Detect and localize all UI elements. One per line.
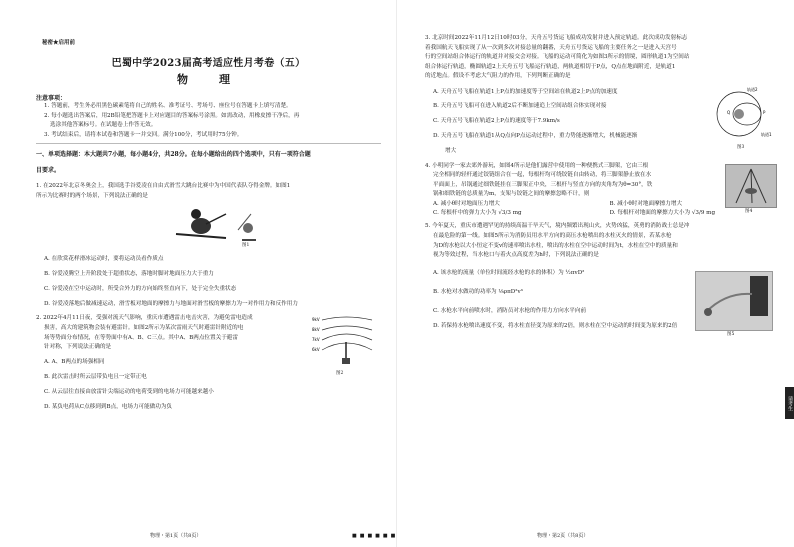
tripod-photo — [725, 164, 777, 208]
q1-option-c[interactable]: C. 谷爱凌在空中运动时，所受合外力的方向始终竖直向下，处于完全失重状态 — [44, 285, 237, 292]
level-label: 9kV — [312, 317, 320, 323]
q3-stem: 组合体运行轨道，椭圆轨道2上天舟五号飞船运行轨道，两轨道相切于P点，Q点在地面附近，是轨道1 — [425, 63, 676, 70]
right-page — [397, 0, 794, 547]
q3-stem: 行的空间站组合体运行的轨道并对接交会对接。飞船的运动可简化为如图3所示的情境，圆形轨道1为空间站 — [425, 54, 690, 61]
q2-option-d[interactable]: D. 某负电荷从C点移到到B点，电场力可能做功为负 — [44, 403, 173, 410]
q2-stem: 损害，高大的建筑物会装有避雷针。如图2所示为某次雷雨天气时避雷针附近的电 — [44, 324, 244, 331]
section-heading: 一、单项选择题：本大题共7小题，每小题4分，共28分。在每小题给出的四个选项中，只有一项符合题 — [36, 151, 311, 159]
orbit-label: 轨道1 — [761, 131, 772, 137]
figure-label: 图2 — [336, 371, 344, 377]
q5-stem: 在最危险的第一线。如图5所示为消防员用水平方向的高压水枪喷出的水柱灭火的情景，若某水枪 — [433, 232, 672, 239]
q5-option-d[interactable]: D. 若保持水枪喷出速度不变，将水柱直径变为原来的2倍，则水柱在空中运动的时间变为原来的2倍 — [433, 322, 678, 329]
q5-stem: 为D的水枪以大小恒定不变v的速率喷出水柱，喷出的水柱在空中运动时间为t，水柱在空中的质量和 — [433, 242, 678, 249]
level-label: 7kV — [312, 337, 320, 343]
q2-option-b[interactable]: B. 此次雷击时所云层带负电且一定带正电 — [44, 374, 147, 381]
q1-stem: 1. 在2022年北京冬奥会上，我国选手谷爱凌在自由式滑雪大跳台比赛中为中国代表队夺得金牌。如图1 — [36, 183, 291, 190]
level-label: 6kV — [312, 347, 320, 353]
q1-stem: 所示为比赛时的两个场景，下列说法正确的是 — [36, 192, 148, 199]
q3-option-d-cont: 增大 — [445, 147, 457, 154]
orbit-label: P — [763, 109, 766, 115]
q5-stem: 视为等效过程，当水枪口与着火点高度差为h时，下列说法正确的是 — [433, 252, 599, 259]
figure-label: 图1 — [242, 242, 250, 248]
q5-option-a[interactable]: A. 该水枪的流量（单位时间流经水枪的水的体积）为 ½πvD² — [433, 269, 585, 276]
equipotential-figure — [312, 310, 380, 368]
notice-item: 1. 答题前，考生务必用黑色碳素笔将自己的姓名、准考证号、考场号、座位号在答题卡上填写清楚。 — [44, 103, 292, 109]
notice-item: 选涂其他答案标号。在试题卷上作答无效。 — [50, 122, 157, 129]
q1-option-a[interactable]: A. 在欣赏花样滑冰运动时，要将运动员看作质点 — [44, 256, 164, 263]
q3-option-c[interactable]: C. 天舟五号飞船在轨道2上P点的速度等于7.9km/s — [433, 118, 560, 125]
q3-option-a[interactable]: A. 天舟五号飞船在轨道1上P点的加速度等于空间站在轨道2上P点的加速度 — [433, 88, 618, 95]
skier-figure — [156, 204, 276, 248]
subject-title: 物 理 — [177, 73, 240, 86]
side-tab: 请考生 — [785, 387, 794, 419]
tripod-icon — [726, 165, 776, 207]
fire-hose-icon — [696, 272, 772, 330]
figure-label: 图3 — [737, 144, 745, 150]
notice-item: 3. 考试结束后，请将本试卷和答题卡一并交回。满分100分，考试用时75分钟。 — [44, 131, 243, 138]
q3-stem: 3. 北京时间2022年11月12日10时03分，天舟五号货运飞船成功发射并进入预定轨道。此次成功发射标志 — [425, 35, 688, 41]
q4-option-d[interactable]: D. 每根杆对地面的摩擦力大小为 √3/9 mg — [609, 210, 716, 217]
firefighter-photo — [695, 271, 773, 331]
q4-options-row1 — [425, 200, 776, 209]
notice-heading: 注意事项： — [36, 95, 67, 102]
q4-stem: 平面面上，吊锅通过细铁链挂在三脚架正中央，三根杆与竖直方向的夹角均为θ=30°，铁 — [433, 181, 653, 188]
orbit-label: 轨道2 — [747, 86, 758, 92]
orbit-figure — [709, 86, 773, 140]
q5-option-c[interactable]: C. 水枪水平向前喷水时，消防员对水枪的作用力方向水平向前 — [433, 308, 587, 315]
q1-figure — [36, 202, 381, 250]
q1-option-b[interactable]: B. 谷爱凌腾空上升阶段处于超重状态，落地时脚对地面压力大于重力 — [44, 270, 214, 277]
q4-stem: 4. 小明同学一家去郊外游玩，如图4所示是他们露营中使用的一种便携式三脚架，它由三根 — [425, 162, 649, 169]
q2-option-a[interactable]: A. A、B两点的场强相同 — [44, 359, 105, 366]
footer-left: 物理・第1页（共8页） — [150, 533, 202, 539]
footer-marks: ■■■■■■ — [352, 533, 399, 539]
q5-stem: 5. 今年夏天，重庆市遭遇罕见的持续高温干旱天气，境内频繁出现山火，火势凶猛，英勇的消防战士总是冲 — [425, 223, 690, 230]
q2-option-c[interactable]: C. 从云层往直接由放雷针尖端运动的电荷受到的电场力可能越来越小 — [44, 388, 214, 395]
q2-stem: 2. 2022年4月11日夜，受强对流天气影响，重庆市遭遇雷击电击灾害，为避免雷电造成 — [36, 315, 253, 322]
q3-stem: 的近地点。假设不考虑大气阻力的作用，下列判断正确的是 — [425, 73, 571, 80]
level-label: 8kV — [312, 327, 320, 333]
q5-option-b[interactable]: B. 水枪对水做功的功率为 ⅛ρπD²v³ — [433, 288, 523, 295]
q4-option-a[interactable]: A. 减小θ时对地面压力增大 — [433, 200, 500, 207]
exam-title: 巴蜀中学2023届高考适应性月考卷（五） — [111, 58, 306, 69]
secret-label: 秘密★启用前 — [42, 40, 76, 46]
q4-stem: 完全相同的轻杆通过铰链组合在一起，每根杆均可绕铰链自由转动，将三脚架静止放在水 — [433, 172, 652, 179]
q3-option-d[interactable]: D. 天舟五号飞船在轨道1从Q点向P点运动过程中，重力势能逐渐增大，机械能逐渐 — [433, 132, 638, 139]
q3-option-b[interactable]: B. 天舟五号飞船可在进入轨道2后不断加速追上空间站组合体实现对接 — [433, 103, 607, 110]
figure-label: 图5 — [727, 331, 735, 337]
q2-stem: 场等势面分布情况，在等势面中有A、B、C三点。其中A、B两点位置关于避雷 — [44, 334, 238, 341]
q4-options-row2 — [425, 209, 776, 218]
q4-option-b[interactable]: B. 减小θ时对地面摩擦力增大 — [609, 200, 683, 207]
figure-label: 图4 — [745, 208, 753, 214]
q2-stem: 针对称，下列说法正确的是 — [44, 344, 112, 351]
q4-stem: 锅和细铁链的总质量为m，支架与铰链之间的摩擦忽略不计，则 — [433, 191, 590, 198]
q3-stem: 着我国航天飞船实现了从一次到多次对接总量的翻番，天舟五号货运飞船的主要任务之一是进入天宫号 — [425, 44, 677, 51]
orbit-label: Q — [727, 109, 731, 115]
q4-option-c[interactable]: C. 每根杆中的弹力大小为 √3/3 mg — [433, 210, 522, 217]
q1-option-d[interactable]: D. 谷爱凌落地后做减速运动，滑雪板对地面的摩擦力与地面对滑雪板的摩擦力为一对作用力和反作用力 — [44, 300, 298, 307]
footer-right: 物理・第2页（共8页） — [537, 533, 589, 539]
notice-item: 2. 每小题选出答案后，用2B铅笔把答题卡上对应题目的答案标号涂黑。如需改动，用橡皮擦干净后，再 — [44, 112, 300, 119]
section-heading-cont: 目要求。 — [36, 167, 61, 175]
